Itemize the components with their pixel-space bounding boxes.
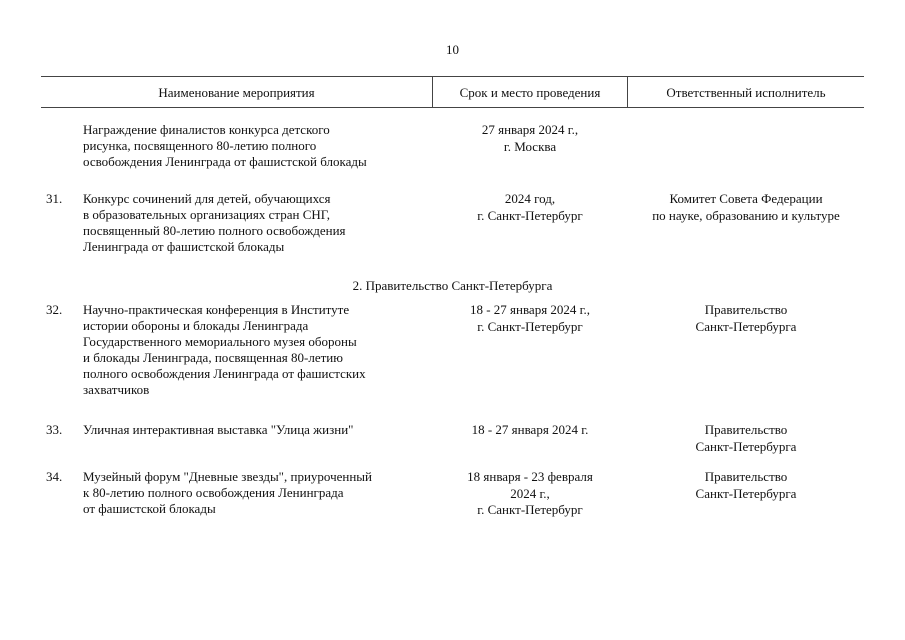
event-line: Научно-практическая конференция в Институте (83, 302, 350, 317)
section-title: 2. Правительство Санкт-Петербурга (352, 278, 553, 293)
responsible-line: Санкт-Петербурга (695, 485, 797, 501)
row-number: 32. (46, 302, 63, 317)
event-line: к 80-летию полного освобождения Ленинграда (83, 485, 344, 500)
row-number: 31. (46, 191, 63, 206)
row-responsible (630, 302, 862, 335)
row-responsible (630, 422, 862, 455)
responsible-line: Правительство (704, 302, 788, 317)
column-header-event: Наименование мероприятия (158, 85, 315, 100)
column-header-when-where: Срок и место проведения (459, 85, 601, 100)
when-line: 27 января 2024 г., (481, 122, 579, 137)
row-event (83, 122, 428, 170)
row-event (83, 302, 428, 398)
when-line: г. Санкт-Петербург (477, 318, 583, 334)
responsible-line: по науке, образованию и культуре (652, 207, 840, 223)
event-line: посвященный 80-летию полного освобождения (83, 223, 346, 238)
when-line: г. Санкт-Петербург (477, 502, 583, 517)
header-bottom-rule (41, 107, 864, 108)
responsible-line: Санкт-Петербурга (695, 438, 797, 454)
row-event (83, 191, 428, 255)
event-line: от фашистской блокады (83, 501, 216, 516)
event-line: рисунка, посвященного 80-летию полного (83, 138, 317, 153)
event-line: истории обороны и блокады Ленинграда (83, 318, 309, 333)
event-line: полного освобождения Ленинграда от фашистских (83, 366, 366, 381)
event-line: захватчиков (83, 382, 150, 397)
event-line: и блокады Ленинграда, посвященная 80-летию (83, 350, 343, 365)
event-line: Государственного мемориального музея обороны (83, 334, 357, 349)
event-line: Ленинграда от фашистской блокады (83, 239, 285, 254)
row-event (83, 422, 428, 438)
when-line: 18 - 27 января 2024 г., (469, 302, 591, 317)
when-line: 2024 г., (510, 485, 550, 501)
row-when-where (437, 191, 623, 224)
when-line: 18 - 27 января 2024 г. (471, 422, 589, 437)
column-header-responsible: Ответственный исполнитель (666, 85, 826, 100)
event-line: Конкурс сочинений для детей, обучающихся (83, 191, 331, 206)
responsible-line: Комитет Совета Федерации (669, 191, 823, 206)
row-when-where (437, 469, 623, 519)
row-responsible (630, 191, 862, 224)
event-line: Музейный форум "Дневные звезды", приуроченный (83, 469, 372, 484)
event-line: освобождения Ленинграда от фашистской блокады (83, 154, 367, 169)
row-event (83, 469, 428, 517)
when-line: 18 января - 23 февраля (467, 469, 593, 484)
row-number: 34. (46, 469, 63, 484)
row-when-where (437, 122, 623, 155)
row-responsible (630, 469, 862, 502)
header-top-rule (41, 76, 864, 77)
when-line: г. Санкт-Петербург (477, 207, 583, 223)
row-when-where (437, 302, 623, 335)
when-line: 2024 год, (504, 191, 556, 206)
event-line: Уличная интерактивная выставка "Улица жизни" (83, 422, 354, 437)
page-number: 10 (446, 42, 459, 57)
responsible-line: Правительство (704, 422, 788, 437)
responsible-line: Санкт-Петербурга (695, 318, 797, 334)
row-when-where (437, 422, 623, 439)
when-line: г. Москва (503, 138, 557, 154)
responsible-line: Правительство (704, 469, 788, 484)
row-number: 33. (46, 422, 63, 437)
event-line: в образовательных организациях стран СНГ, (83, 207, 331, 222)
event-line: Награждение финалистов конкурса детского (83, 122, 330, 137)
